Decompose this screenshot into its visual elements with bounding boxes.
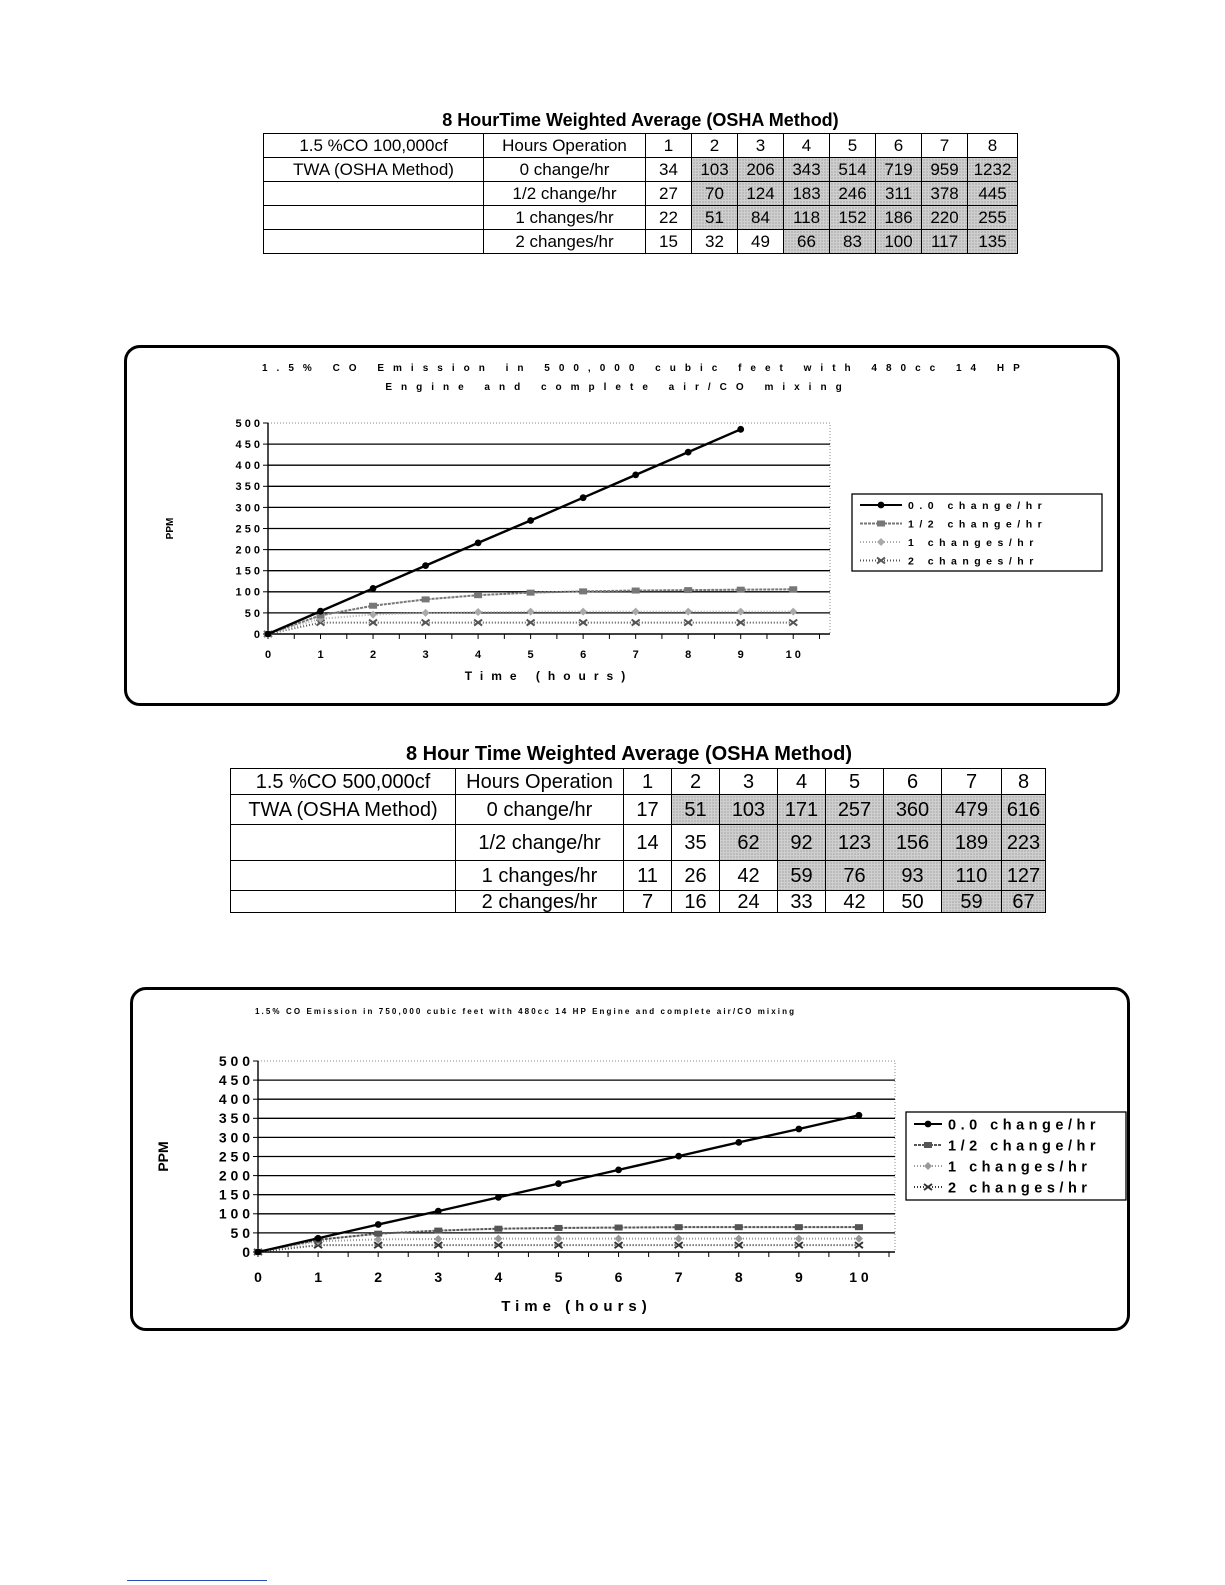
y-tick-label: 4 0 0: [218, 1091, 250, 1108]
value-cell: 33: [778, 891, 826, 913]
data-point: [255, 1249, 262, 1256]
data-point: [374, 1231, 382, 1237]
value-cell: 26: [672, 861, 720, 891]
x-tick-label: 0: [254, 1269, 262, 1285]
footer-rule: [127, 1580, 267, 1581]
x-tick-label: 4: [494, 1269, 503, 1285]
value-cell: 6: [876, 134, 922, 158]
value-cell: 514: [830, 158, 876, 182]
series-label-cell: 0 change/hr: [484, 158, 646, 182]
y-tick-label: 4 5 0: [218, 1072, 250, 1088]
data-point: [675, 1235, 683, 1243]
x-tick-label: 1: [317, 649, 324, 661]
y-tick-label: 2 0 0: [235, 544, 260, 557]
x-tick-label: 3: [422, 649, 429, 661]
value-cell: 42: [720, 861, 778, 891]
data-point: [855, 1235, 863, 1243]
x-axis-label: Time (hours): [501, 1298, 652, 1315]
series-label-cell: Hours Operation: [484, 134, 646, 158]
value-cell: 127: [1002, 861, 1046, 891]
y-tick-label: 1 5 0: [218, 1186, 250, 1203]
y-axis-label: PPM: [155, 1141, 171, 1172]
y-tick-label: 3 5 0: [218, 1110, 250, 1127]
value-cell: 118: [784, 206, 830, 230]
legend-label: 2 changes/hr: [908, 555, 1039, 568]
legend-label: 2 changes/hr: [948, 1180, 1092, 1197]
x-tick-label: 1: [314, 1269, 322, 1285]
y-tick-label: 5 0 0: [218, 1052, 250, 1069]
series-label-cell: 0 change/hr: [456, 795, 624, 825]
value-cell: 27: [646, 182, 692, 206]
data-point: [735, 1235, 743, 1243]
row-label-cell: TWA (OSHA Method): [264, 158, 484, 182]
x-tick-label: 2: [369, 649, 377, 661]
y-tick-label: 4 0 0: [235, 460, 260, 473]
x-tick-label: 0: [264, 649, 272, 661]
legend-label: 1 changes/hr: [908, 536, 1039, 549]
series-label-cell: 2 changes/hr: [484, 230, 646, 254]
value-cell: 8: [968, 134, 1018, 158]
value-cell: 959: [922, 158, 968, 182]
value-cell: 84: [738, 206, 784, 230]
row-label-cell: TWA (OSHA Method): [231, 795, 456, 825]
data-point: [554, 1235, 562, 1243]
value-cell: 59: [942, 891, 1002, 913]
y-tick-label: 0: [242, 1243, 250, 1260]
value-cell: 156: [884, 825, 942, 861]
y-tick-label: 5 0: [244, 607, 260, 620]
data-point: [615, 1225, 623, 1231]
value-cell: 32: [692, 230, 738, 254]
value-cell: 171: [778, 795, 826, 825]
y-tick-label: 0: [253, 628, 260, 641]
series-label-cell: 2 changes/hr: [456, 891, 624, 913]
legend-label: 1/2 change/hr: [908, 518, 1048, 531]
value-cell: 123: [826, 825, 884, 861]
data-point: [434, 1228, 442, 1234]
data-point: [675, 1153, 682, 1160]
y-tick-label: 1 5 0: [235, 565, 260, 578]
x-tick-label: 4: [475, 649, 482, 661]
value-cell: 15: [646, 230, 692, 254]
data-point: [555, 1180, 562, 1187]
value-cell: 117: [922, 230, 968, 254]
y-axis-label: PPM: [165, 517, 176, 540]
y-tick-label: 3 0 0: [218, 1129, 250, 1146]
table2-title: 8 Hour Time Weighted Average (OSHA Method): [406, 743, 852, 765]
data-point: [855, 1242, 863, 1248]
value-cell: 7: [624, 891, 672, 913]
data-point: [494, 1226, 502, 1232]
value-cell: 206: [738, 158, 784, 182]
value-cell: 62: [720, 825, 778, 861]
value-cell: 50: [884, 891, 942, 913]
value-cell: 1232: [968, 158, 1018, 182]
value-cell: 93: [884, 861, 942, 891]
x-tick-label: 7: [674, 1269, 683, 1285]
value-cell: 378: [922, 182, 968, 206]
value-cell: 34: [646, 158, 692, 182]
value-cell: 2: [692, 134, 738, 158]
data-point: [615, 1166, 622, 1173]
x-tick-label: 8: [685, 649, 692, 661]
value-cell: 5: [826, 769, 884, 795]
chart-title: 1.5% CO Emission in 750,000 cubic feet with 480cc 14 HP Engine and complete air/CO mixing: [255, 1007, 797, 1016]
x-tick-label: 2: [374, 1269, 383, 1285]
value-cell: 4: [778, 769, 826, 795]
data-point: [795, 1235, 803, 1243]
y-tick-label: 2 5 0: [218, 1148, 250, 1165]
legend-marker: [925, 1121, 932, 1128]
value-cell: 35: [672, 825, 720, 861]
data-point: [735, 1139, 742, 1146]
y-tick-label: 2 0 0: [218, 1167, 250, 1184]
value-cell: 257: [826, 795, 884, 825]
value-cell: 42: [826, 891, 884, 913]
value-cell: 135: [968, 230, 1018, 254]
value-cell: 103: [692, 158, 738, 182]
value-cell: 220: [922, 206, 968, 230]
x-tick-label: 1 0: [785, 649, 801, 661]
value-cell: 7: [922, 134, 968, 158]
x-axis-label: Time (hours): [464, 669, 634, 683]
value-cell: 7: [942, 769, 1002, 795]
value-cell: 70: [692, 182, 738, 206]
table1-title: 8 HourTime Weighted Average (OSHA Method): [442, 110, 839, 130]
data-point: [856, 1112, 863, 1119]
value-cell: 103: [720, 795, 778, 825]
value-cell: 16: [672, 891, 720, 913]
y-tick-label: 3 5 0: [235, 481, 260, 494]
legend-label: 1/2 change/hr: [948, 1138, 1100, 1155]
value-cell: 223: [1002, 825, 1046, 861]
value-cell: 110: [942, 861, 1002, 891]
value-cell: 311: [876, 182, 922, 206]
data-point: [315, 1235, 322, 1242]
value-cell: 8: [1002, 769, 1046, 795]
value-cell: 360: [884, 795, 942, 825]
value-cell: 11: [624, 861, 672, 891]
series-label-cell: 1 changes/hr: [484, 206, 646, 230]
value-cell: 3: [738, 134, 784, 158]
value-cell: 445: [968, 182, 1018, 206]
data-point: [675, 1224, 683, 1230]
value-cell: 183: [784, 182, 830, 206]
series-label-cell: 1/2 change/hr: [484, 182, 646, 206]
y-tick-label: 1 0 0: [235, 586, 260, 599]
value-cell: 255: [968, 206, 1018, 230]
value-cell: 6: [884, 769, 942, 795]
value-cell: 246: [830, 182, 876, 206]
data-point: [495, 1194, 502, 1201]
data-point: [375, 1221, 382, 1228]
y-tick-label: 3 0 0: [235, 502, 260, 515]
x-tick-label: 8: [734, 1269, 743, 1285]
x-tick-label: 7: [632, 649, 639, 661]
x-tick-label: 1 0: [849, 1269, 869, 1285]
legend-label: 1 changes/hr: [948, 1159, 1092, 1176]
y-tick-label: 4 5 0: [235, 438, 260, 451]
x-tick-label: 6: [580, 649, 587, 661]
value-cell: 616: [1002, 795, 1046, 825]
x-tick-label: 5: [554, 1269, 563, 1285]
chart-title: 1.5% CO Emission in 500,000 cubic feet with 480cc 14 HP: [262, 363, 1029, 374]
series-label-cell: 1 changes/hr: [456, 861, 624, 891]
x-tick-label: 3: [434, 1269, 443, 1285]
value-cell: 67: [1002, 891, 1046, 913]
value-cell: 14: [624, 825, 672, 861]
value-cell: 186: [876, 206, 922, 230]
x-tick-label: 9: [737, 649, 744, 661]
value-cell: 49: [738, 230, 784, 254]
data-point: [615, 1235, 623, 1243]
value-cell: 92: [778, 825, 826, 861]
data-point: [795, 1224, 803, 1230]
value-cell: 1: [646, 134, 692, 158]
x-tick-label: 5: [527, 649, 534, 661]
data-point: [855, 1224, 863, 1230]
x-tick-label: 9: [794, 1269, 803, 1285]
row-label-cell: 1.5 %CO 100,000cf: [264, 134, 484, 158]
value-cell: 22: [646, 206, 692, 230]
value-cell: 3: [720, 769, 778, 795]
chart-title-line2: Engine and complete air/CO mixing: [385, 382, 851, 393]
data-point: [435, 1208, 442, 1215]
data-point: [735, 1224, 743, 1230]
value-cell: 51: [692, 206, 738, 230]
value-cell: 76: [826, 861, 884, 891]
value-cell: 189: [942, 825, 1002, 861]
data-point: [795, 1242, 803, 1248]
legend-label: 0.0 change/hr: [948, 1117, 1100, 1134]
value-cell: 479: [942, 795, 1002, 825]
data-point: [494, 1235, 502, 1243]
value-cell: 66: [784, 230, 830, 254]
y-tick-label: 1 0 0: [218, 1205, 250, 1222]
value-cell: 1: [624, 769, 672, 795]
value-cell: 17: [624, 795, 672, 825]
legend-label: 0.0 change/hr: [908, 499, 1048, 512]
y-tick-label: 5 0: [230, 1224, 250, 1241]
value-cell: 83: [830, 230, 876, 254]
legend-marker: [924, 1142, 932, 1148]
value-cell: 343: [784, 158, 830, 182]
row-label-cell: 1.5 %CO 500,000cf: [231, 769, 456, 795]
value-cell: 24: [720, 891, 778, 913]
value-cell: 719: [876, 158, 922, 182]
value-cell: 59: [778, 861, 826, 891]
value-cell: 100: [876, 230, 922, 254]
x-tick-label: 6: [614, 1269, 623, 1285]
value-cell: 4: [784, 134, 830, 158]
value-cell: 124: [738, 182, 784, 206]
data-point: [795, 1126, 802, 1133]
value-cell: 2: [672, 769, 720, 795]
series-label-cell: Hours Operation: [456, 769, 624, 795]
series-label-cell: 1/2 change/hr: [456, 825, 624, 861]
value-cell: 51: [672, 795, 720, 825]
value-cell: 152: [830, 206, 876, 230]
value-cell: 5: [830, 134, 876, 158]
data-point: [554, 1225, 562, 1231]
y-tick-label: 2 5 0: [235, 523, 260, 536]
y-tick-label: 5 0 0: [235, 417, 260, 430]
